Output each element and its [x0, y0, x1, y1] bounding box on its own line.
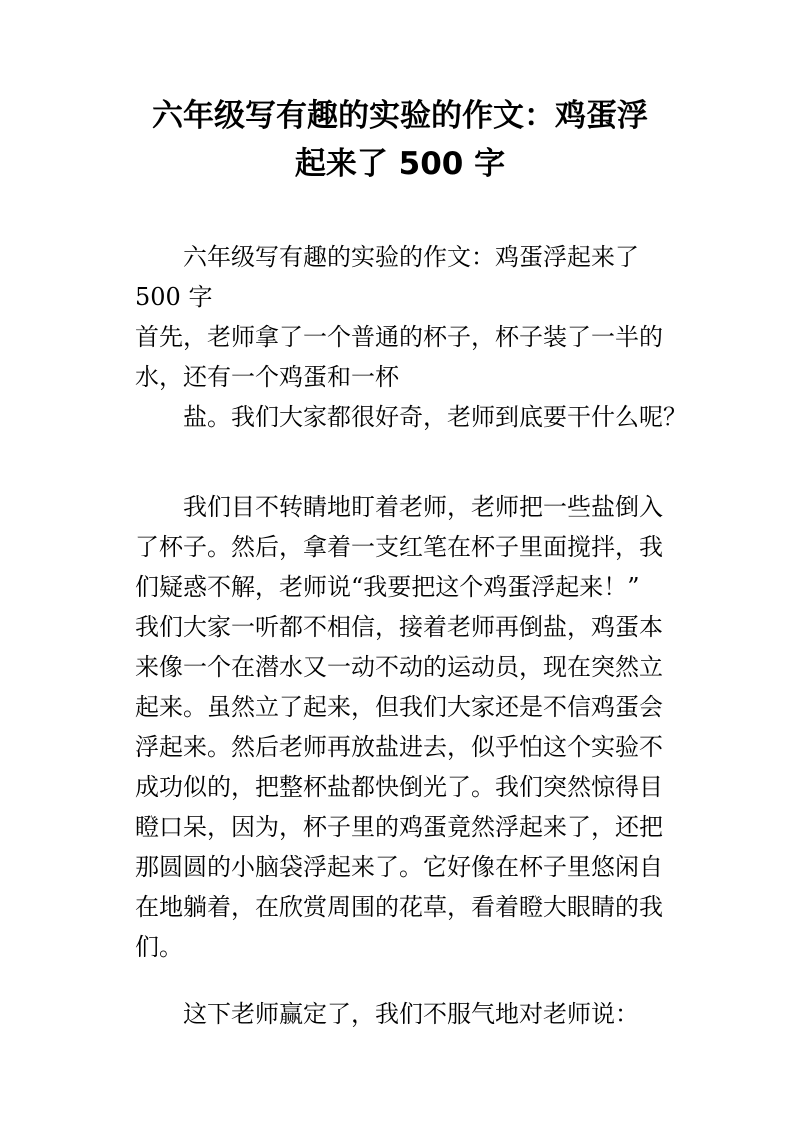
title-line-2: 起来了 500 字 [294, 146, 506, 182]
body-paragraph-3 [135, 994, 675, 1034]
text-line: 500 字 [135, 283, 213, 311]
text-line: 了杯子。然后，拿着一支红笔在杯子里面搅拌，我 [135, 533, 663, 561]
text-line: 我们大家一听都不相信，接着老师再倒盐，鸡蛋本 [135, 613, 663, 641]
text-line: 起来。虽然立了起来，但我们大家还是不信鸡蛋会 [135, 693, 663, 721]
text-line: 瞪口呆，因为，杯子里的鸡蛋竟然浮起来了，还把 [135, 813, 663, 841]
text-line: 成功似的，把整杯盐都快倒光了。我们突然惊得目 [135, 773, 663, 801]
text-line: 这下老师赢定了，我们不服气地对老师说： [183, 1000, 639, 1028]
text-line: 在地躺着，在欣赏周围的花草，看着瞪大眼睛的我 [135, 893, 663, 921]
text-line: 来像一个在潜水又一动不动的运动员，现在突然立 [135, 653, 663, 681]
text-line: 们疑惑不解，老师说“我要把这个鸡蛋浮起来！” [135, 573, 640, 601]
text-line: 盐。我们大家都很好奇，老师到底要干什么呢？ [183, 403, 687, 431]
text-line: 那圆圆的小脑袋浮起来了。它好像在杯子里悠闲自 [135, 853, 663, 881]
body-paragraph-2 [135, 487, 675, 967]
text-line: 六年级写有趣的实验的作文：鸡蛋浮起来了 [183, 243, 639, 271]
document-title [100, 92, 700, 188]
text-line: 我们目不转睛地盯着老师，老师把一些盐倒入 [183, 493, 663, 521]
text-line: 浮起来。然后老师再放盐进去，似乎怕这个实验不 [135, 733, 663, 761]
text-line: 水，还有一个鸡蛋和一杯 [135, 363, 399, 391]
title-line-1: 六年级写有趣的实验的作文：鸡蛋浮 [152, 98, 648, 134]
intro-paragraph [135, 237, 687, 437]
text-line: 们。 [135, 933, 183, 961]
text-line: 首先，老师拿了一个普通的杯子，杯子装了一半的 [135, 323, 663, 351]
